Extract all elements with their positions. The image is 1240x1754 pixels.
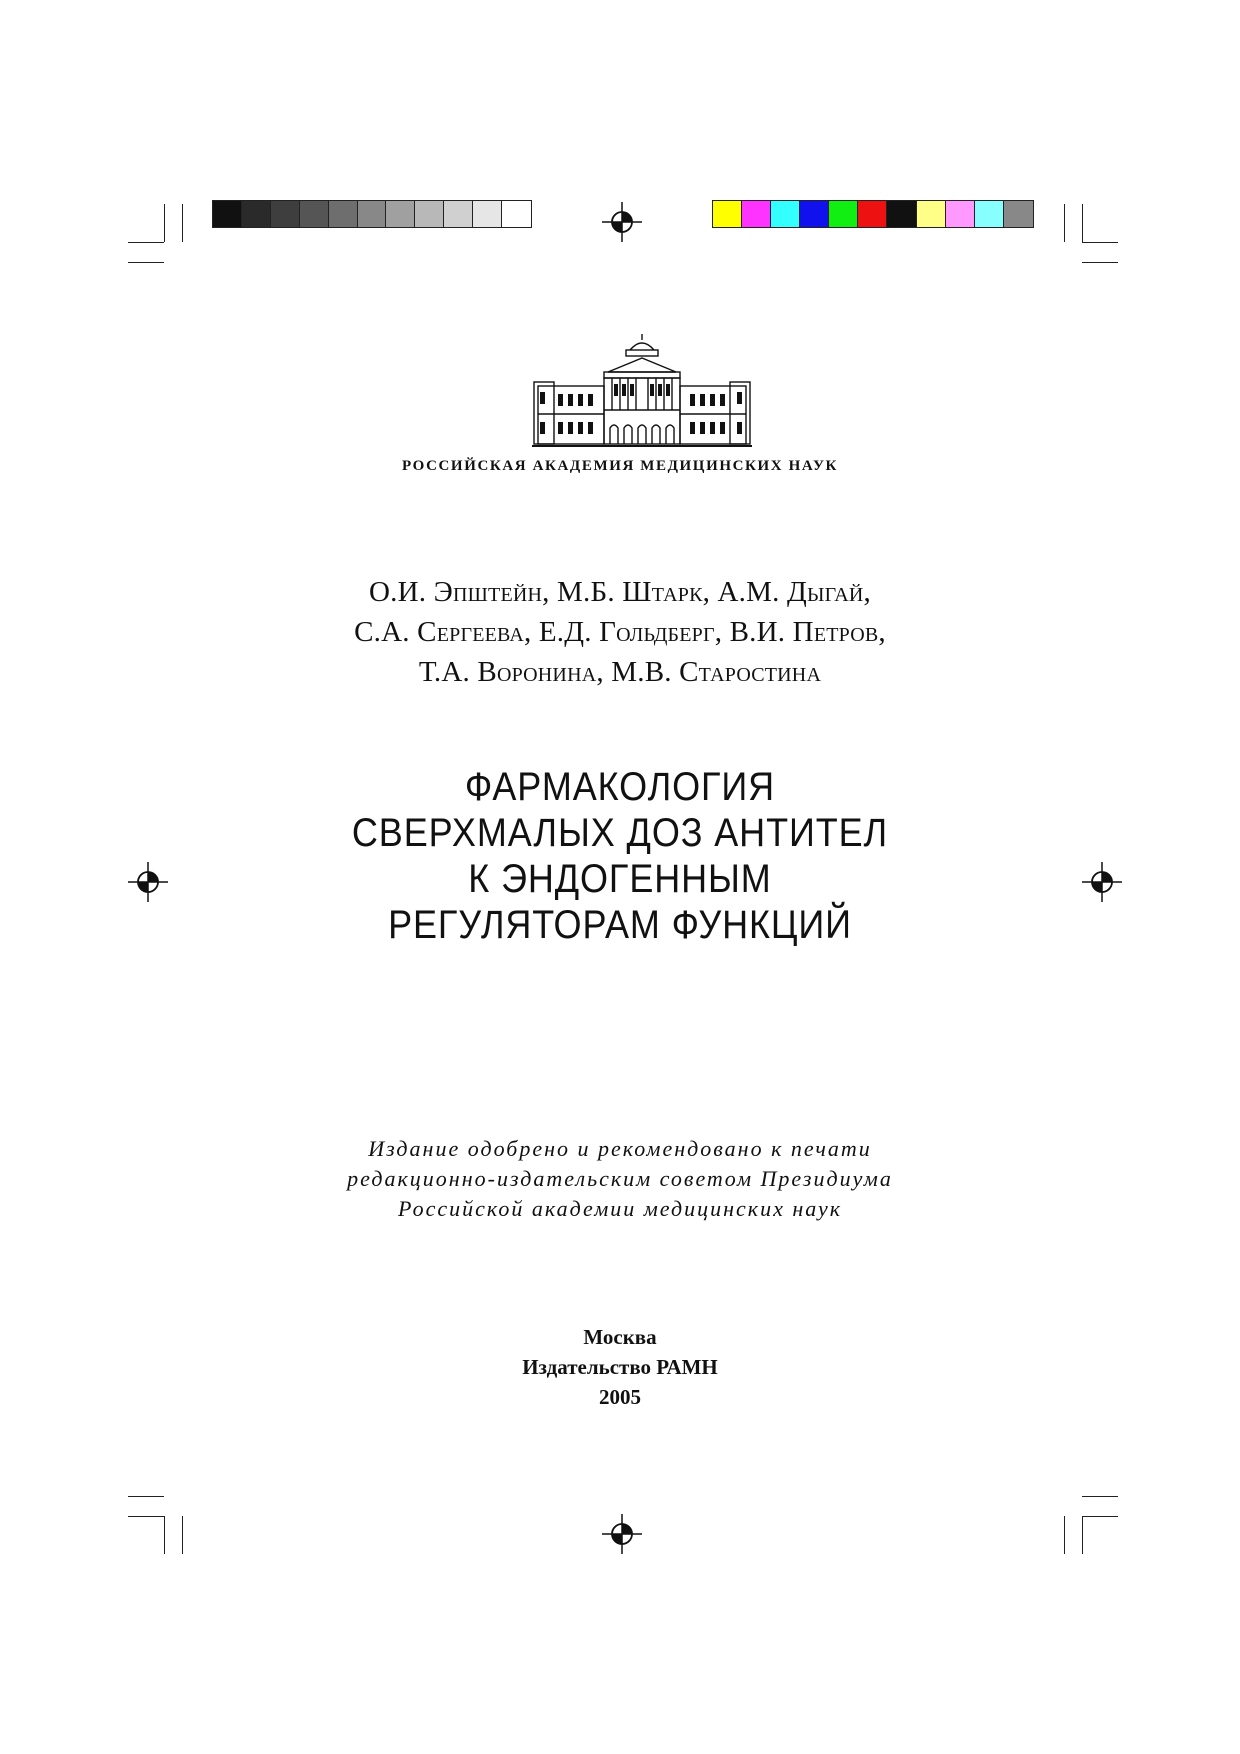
color-calibration-bar: [712, 200, 1034, 228]
calibration-swatch: [415, 201, 444, 227]
registration-mark-icon: [602, 202, 642, 242]
author-line: Т.А. Воронина, М.В. Старостина: [418, 656, 822, 688]
calibration-swatch: [800, 201, 829, 227]
imprint-publisher: Издательство РАМН: [522, 1355, 718, 1379]
calibration-swatch: [271, 201, 300, 227]
crop-mark: [128, 1496, 164, 1497]
crop-mark: [1064, 204, 1065, 242]
calibration-swatch: [713, 201, 742, 227]
calibration-swatch: [946, 201, 975, 227]
calibration-swatch: [887, 201, 916, 227]
registration-mark-icon: [602, 1514, 642, 1554]
crop-mark: [182, 204, 183, 242]
academy-building-icon: [532, 330, 752, 448]
author-list: [0, 572, 1240, 692]
calibration-swatch: [473, 201, 502, 227]
crop-mark: [1082, 1516, 1083, 1554]
crop-mark: [1082, 242, 1118, 243]
crop-mark: [164, 1516, 165, 1554]
author-line: О.И. Эпштейн, М.Б. Штарк, А.М. Дыгай,: [369, 576, 871, 608]
crop-mark: [1064, 1516, 1065, 1554]
imprint-city: Москва: [583, 1325, 657, 1349]
calibration-swatch: [329, 201, 358, 227]
calibration-swatch: [358, 201, 387, 227]
author-line: С.А. Сергеева, Е.Д. Гольдберг, В.И. Петров,: [354, 616, 886, 648]
calibration-swatch: [771, 201, 800, 227]
crop-mark: [128, 242, 164, 243]
title-line: СВЕРХМАЛЫХ ДОЗ АНТИТЕЛ: [351, 811, 889, 855]
calibration-swatch: [213, 201, 242, 227]
calibration-swatch: [242, 201, 271, 227]
grayscale-calibration-bar: [212, 200, 532, 228]
calibration-swatch: [444, 201, 473, 227]
crop-mark: [1082, 204, 1083, 242]
imprint-year: 2005: [599, 1385, 641, 1409]
book-title: [62, 764, 1178, 948]
crop-mark: [128, 1516, 164, 1517]
crop-mark: [1082, 1496, 1118, 1497]
crop-mark: [164, 204, 165, 242]
calibration-swatch: [502, 201, 531, 227]
crop-mark: [182, 1516, 183, 1554]
calibration-swatch: [975, 201, 1004, 227]
approval-line: Российской академии медицинских наук: [397, 1196, 843, 1221]
calibration-swatch: [829, 201, 858, 227]
crop-mark: [1082, 1516, 1118, 1517]
crop-mark: [128, 262, 164, 263]
calibration-swatch: [386, 201, 415, 227]
imprint: [0, 1322, 1240, 1412]
calibration-swatch: [917, 201, 946, 227]
approval-line: Издание одобрено и рекомендовано к печати: [368, 1136, 872, 1161]
calibration-swatch: [1004, 201, 1033, 227]
calibration-swatch: [858, 201, 887, 227]
title-line: РЕГУЛЯТОРАМ ФУНКЦИЙ: [388, 903, 852, 947]
calibration-swatch: [300, 201, 329, 227]
approval-line: редакционно-издательским советом Президиума: [347, 1166, 893, 1191]
title-line: ФАРМАКОЛОГИЯ: [464, 765, 776, 809]
approval-note: [0, 1134, 1240, 1224]
title-line: К ЭНДОГЕННЫМ: [468, 857, 772, 901]
calibration-swatch: [742, 201, 771, 227]
academy-name: РОССИЙСКАЯ АКАДЕМИЯ МЕДИЦИНСКИХ НАУК: [401, 458, 839, 474]
crop-mark: [1082, 262, 1118, 263]
